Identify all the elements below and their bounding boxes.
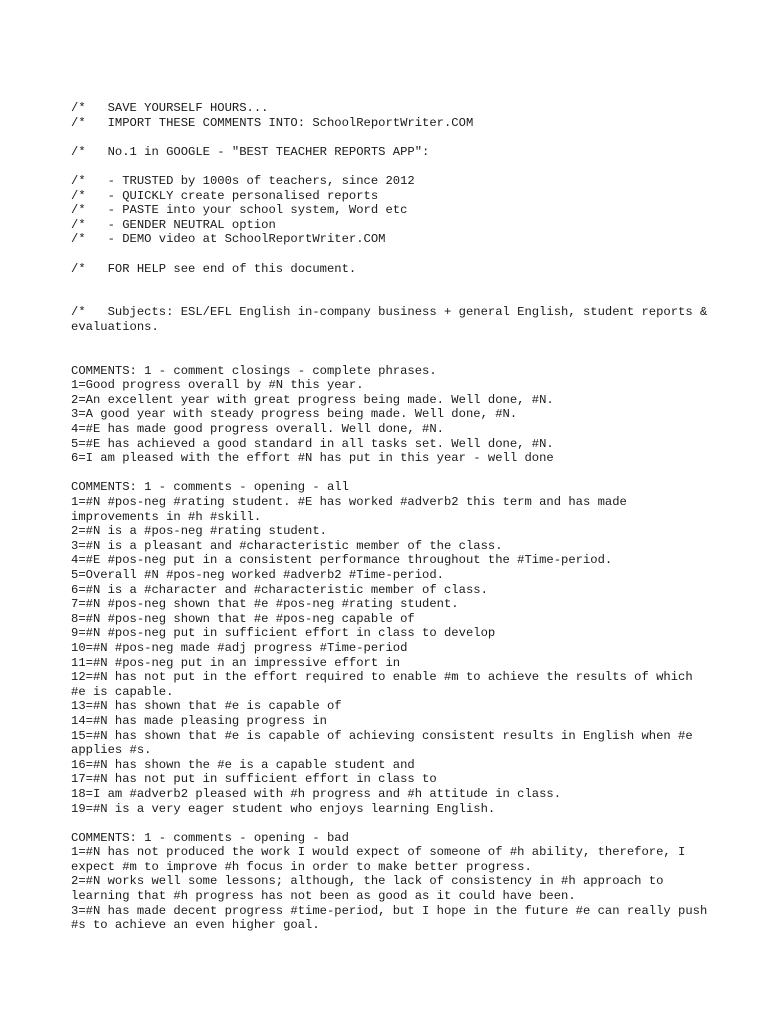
text-line: /* - TRUSTED by 1000s of teachers, since 2012 (71, 173, 415, 188)
text-line: 10=#N #pos-neg made #adj progress #Time-period (71, 640, 408, 655)
text-line: 4=#E #pos-neg put in a consistent performance throughout the #Time-period. (71, 553, 613, 568)
text-line: COMMENTS: 1 - comments - opening - bad (71, 830, 349, 845)
text-line: 3=A good year with steady progress being made. Well done, #N. (71, 407, 518, 422)
section-comments-closings (71, 364, 711, 466)
text-line: 5=Overall #N #pos-neg worked #adverb2 #Time-period. (71, 568, 444, 582)
text-line: 2=#N is a #pos-neg #rating student. (71, 524, 327, 539)
section-comments-opening-bad (71, 830, 715, 933)
section-promo-features (71, 174, 711, 247)
section-promo-help (71, 262, 711, 277)
text-line: 9=#N #pos-neg put in sufficient effort in class to develop (71, 626, 496, 641)
text-line: 1=#N #pos-neg #rating student. #E has worked #adverb2 this term and has made improvements in #h #skill. (71, 495, 635, 524)
text-line: 1=#N has not produced the work I would expect of someone of #h ability, therefore, I expect #m to improve #h focus in order to make better progress. (71, 845, 693, 874)
text-line: /* - DEMO video at SchoolReportWriter.COM (71, 232, 386, 247)
text-line: 6=I am pleased with the effort #N has put in this year - well done (71, 451, 554, 466)
text-line: /* - GENDER NEUTRAL option (71, 217, 276, 232)
text-line: 1=Good progress overall by #N this year. (71, 378, 364, 393)
text-line: 18=I am #adverb2 pleased with #h progress and #h attitude in class. (71, 786, 562, 801)
text-line: 3=#N is a pleasant and #characteristic member of the class. (71, 538, 503, 553)
text-line: /* No.1 in GOOGLE - "BEST TEACHER REPORTS APP": (71, 144, 430, 159)
text-line: /* - PASTE into your school system, Word etc (71, 203, 408, 218)
text-line: 8=#N #pos-neg shown that #e #pos-neg capable of (71, 611, 415, 626)
text-line: /* FOR HELP see end of this document. (71, 261, 357, 276)
text-line: COMMENTS: 1 - comment closings - complete phrases. (71, 363, 437, 378)
text-line: 12=#N has not put in the effort required to enable #m to achieve the results of which #e is capable. (71, 670, 700, 699)
text-line: /* SAVE YOURSELF HOURS... (71, 101, 269, 115)
text-line: 6=#N is a #character and #characteristic member of class. (71, 582, 488, 597)
section-subjects (71, 305, 715, 334)
text-line: 3=#N has made decent progress #time-period, but I hope in the future #e can really push #s to achieve an even higher goal. (71, 903, 715, 933)
text-line: 11=#N #pos-neg put in an impressive effort in (71, 655, 401, 670)
text-line: 19=#N is a very eager student who enjoys learning English. (71, 801, 496, 816)
text-line: 14=#N has made pleasing progress in (71, 713, 327, 728)
text-line: /* IMPORT THESE COMMENTS INTO: SchoolReportWriter.COM (71, 115, 474, 130)
text-line: 2=An excellent year with great progress being made. Well done, #N. (71, 392, 554, 407)
text-line: 16=#N has shown the #e is a capable student and (71, 757, 415, 772)
text-line: 5=#E has achieved a good standard in all tasks set. Well done, #N. (71, 436, 554, 451)
text-line: /* Subjects: ESL/EFL English in-company business + general English, student reports & evaluations. (71, 305, 715, 334)
section-promo-ranking (71, 145, 711, 160)
text-line: /* - QUICKLY create personalised reports (71, 188, 379, 203)
text-line: 7=#N #pos-neg shown that #e #pos-neg #rating student. (71, 597, 459, 612)
text-line: 17=#N has not put in sufficient effort in class to (71, 772, 437, 787)
text-line: 4=#E has made good progress overall. Well done, #N. (71, 422, 444, 437)
text-line: COMMENTS: 1 - comments - opening - all (71, 480, 349, 495)
text-line: 15=#N has shown that #e is capable of achieving consistent results in English when #e applies #s. (71, 728, 700, 758)
text-line: 2=#N works well some lessons; although, the lack of consistency in #h approach to learning that #h progress has not been as good as it could have been. (71, 874, 671, 904)
section-promo-header (71, 101, 711, 130)
text-line: 13=#N has shown that #e is capable of (71, 699, 342, 714)
document-body (71, 101, 715, 933)
section-comments-opening-all (71, 480, 711, 816)
